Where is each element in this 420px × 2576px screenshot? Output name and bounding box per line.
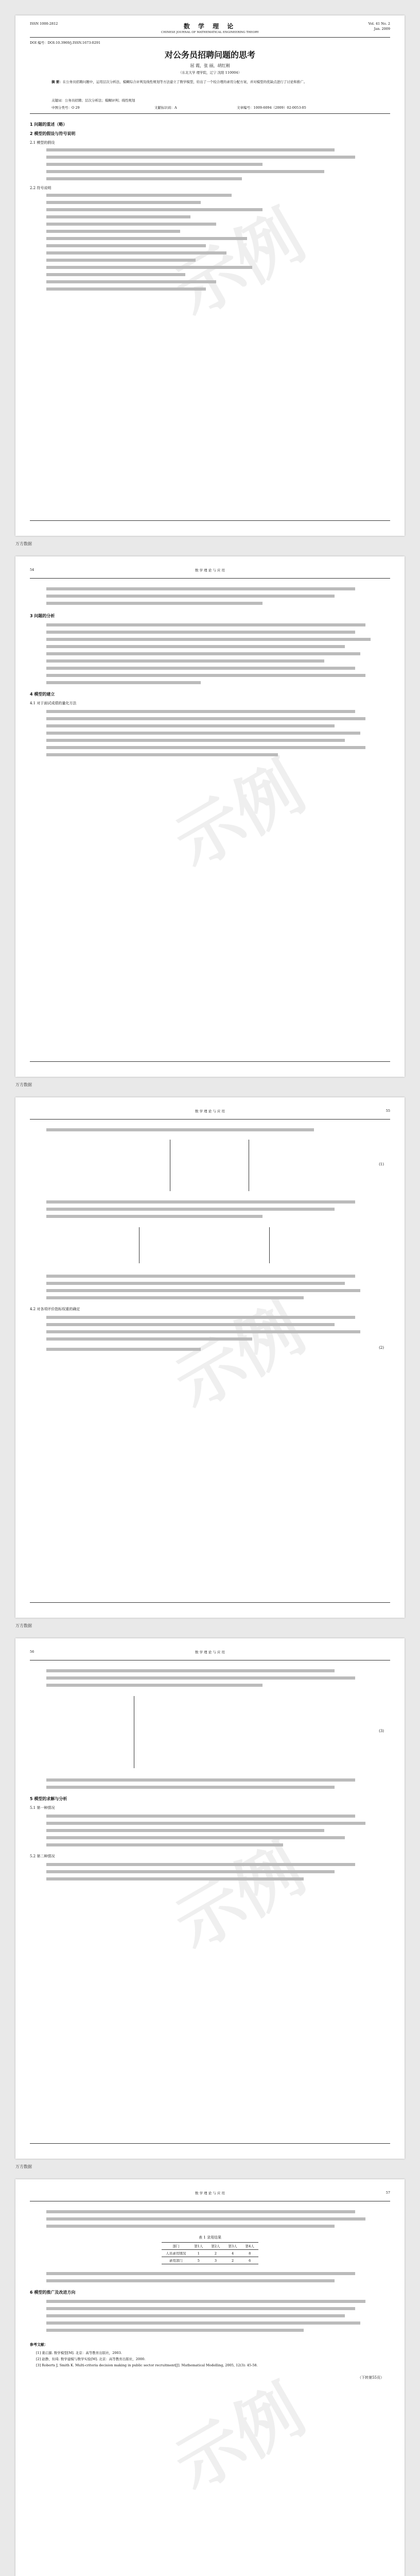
text-line — [46, 1815, 355, 1818]
table-cell: 5 — [190, 2257, 207, 2264]
text-line — [46, 2217, 365, 2221]
text-line — [46, 1289, 360, 1292]
header-title: 数 学 理 论 与 应 用 — [195, 2191, 225, 2195]
text-line — [46, 1786, 335, 1789]
journal-date: Jan. 2009 — [374, 27, 390, 31]
table-row — [162, 2250, 258, 2257]
running-header — [30, 1645, 390, 1660]
text-line — [46, 237, 247, 240]
text-line — [46, 1282, 345, 1285]
authors: 屈 霞，张 丽，胡红刚 — [190, 63, 230, 68]
section-5-1-heading: 5.1 第一种情况 — [30, 1806, 55, 1810]
text-line — [46, 2314, 345, 2317]
text-line — [46, 1676, 355, 1680]
table-header-cell: 第1人 — [190, 2243, 207, 2250]
reference-item: [2] 赵静，但琦. 数学建模与数学实验[M]. 北京：高等教育出版社，2000. — [36, 2357, 146, 2361]
table-cell: 8 — [241, 2250, 258, 2257]
table-caption: 表 1 录用结果 — [199, 2235, 221, 2240]
table-cell: 2 — [224, 2257, 241, 2264]
text-line — [46, 2300, 365, 2303]
page-marker-3: 万方数据 — [15, 1623, 32, 1628]
text-line — [46, 1829, 324, 1832]
text-line — [46, 1337, 252, 1341]
table-cell: 人员录用情况 — [162, 2250, 190, 2257]
table-cell: 4 — [224, 2250, 241, 2257]
text-line — [46, 2329, 304, 2332]
text-line — [46, 631, 355, 634]
doi[interactable]: DOI 编号：DOI:10.3969/j.ISSN.1673-0291 — [30, 41, 101, 45]
clc: 中图分类号：O 29 — [51, 106, 80, 110]
keywords: 关键词：公务员招聘；层次分析法；模糊评判；线性规划 — [51, 98, 135, 103]
table-cell: 1 — [190, 2250, 207, 2257]
section-4-2-heading: 4.2 对各项评价指标权重的确定 — [30, 1307, 80, 1311]
text-line — [46, 2272, 355, 2275]
text-line — [46, 1684, 262, 1687]
page-marker-2: 万方数据 — [15, 1082, 32, 1087]
text-line — [46, 717, 365, 720]
text-line — [46, 163, 262, 166]
table-wrap — [15, 2242, 405, 2264]
header-title: 数 学 理 论 与 应 用 — [195, 568, 225, 572]
journal-vol: Vol. 41 No. 2 — [368, 22, 390, 26]
text-line — [46, 1200, 355, 1204]
text-line — [46, 753, 278, 756]
text-line — [46, 148, 335, 151]
section-4-1-heading: 4.1 对于面试成绩的量化方法 — [30, 701, 77, 705]
watermark: 示例 — [162, 2370, 317, 2506]
results-table — [162, 2242, 258, 2264]
text-line — [46, 2225, 335, 2228]
page-3 — [15, 1097, 405, 1618]
running-header — [30, 1104, 390, 1120]
text-line — [46, 1822, 365, 1825]
article-id: 文章编号：1009-6094（2009）02-0053-05 — [237, 106, 306, 110]
page-2 — [15, 556, 405, 1077]
text-line — [46, 1296, 304, 1299]
references-label: 参考文献： — [30, 2342, 48, 2347]
abstract-label: 摘 要： — [51, 80, 63, 84]
text-line — [46, 259, 196, 262]
table-header-cell: 部门 — [162, 2243, 190, 2250]
text-line — [46, 746, 365, 749]
page-number: 56 — [30, 1650, 34, 1654]
text-line — [46, 602, 262, 605]
text-line — [46, 724, 335, 727]
table-header-cell: 第2人 — [207, 2243, 224, 2250]
header-title: 数 学 理 论 与 应 用 — [195, 1650, 225, 1654]
header-title: 数 学 理 论 与 应 用 — [195, 1109, 225, 1113]
text-line — [46, 1863, 355, 1866]
page-number: 57 — [386, 2191, 390, 2195]
text-line — [46, 215, 190, 218]
journal-issn: ISSN 1000-2812 — [30, 22, 58, 26]
text-line — [46, 280, 216, 283]
text-line — [46, 710, 355, 713]
text-line — [46, 1330, 360, 1333]
text-line — [46, 170, 324, 173]
text-line — [46, 251, 226, 255]
text-line — [46, 194, 232, 197]
text-line — [46, 652, 360, 655]
table-cell: 6 — [241, 2257, 258, 2264]
watermark: 示例 — [162, 196, 317, 332]
text-line — [46, 2210, 355, 2213]
text-line — [46, 1348, 201, 1351]
text-line — [46, 1316, 355, 1319]
equation-label-2: (2) — [379, 1346, 384, 1350]
watermark: 示例 — [162, 1829, 317, 1965]
matrix-A — [170, 1140, 249, 1191]
text-line — [46, 2307, 355, 2310]
section-2-1-heading: 2.1 模型的假设 — [30, 141, 55, 145]
page-marker-4: 万方数据 — [15, 2164, 32, 2169]
section-4-heading: 4 模型的建立 — [30, 692, 55, 697]
text-line — [46, 739, 345, 742]
abstract — [51, 79, 369, 85]
text-line — [46, 645, 345, 648]
journal-name-en: CHINESE JOURNAL OF MATHEMATICAL ENGINEERING THEORY — [161, 31, 259, 34]
section-5-2-heading: 5.2 第二种情况 — [30, 1854, 55, 1858]
section-6-heading: 6 模型的推广及改进方向 — [30, 2290, 76, 2295]
text-line — [46, 681, 201, 684]
text-line — [46, 273, 185, 276]
text-line — [46, 638, 371, 641]
page-1 — [15, 15, 405, 536]
constraint-system — [134, 1696, 274, 1768]
text-line — [46, 1870, 335, 1873]
text-line — [46, 230, 180, 233]
page-4 — [15, 1638, 405, 2159]
text-line — [46, 2321, 360, 2325]
section-3-heading: 3 问题的分析 — [30, 614, 55, 618]
text-line — [46, 623, 365, 626]
text-line — [46, 2279, 335, 2282]
affiliation: （东北大学 理学院，辽宁 沈阳 110004） — [178, 71, 241, 75]
text-line — [46, 667, 355, 670]
text-line — [46, 244, 206, 247]
text-line — [46, 1669, 335, 1672]
equation-label-1: (1) — [379, 1162, 384, 1166]
text-line — [46, 587, 355, 590]
paper-title: 对公务员招聘问题的思考 — [164, 50, 255, 60]
section-2-2-heading: 2.2 符号说明 — [30, 186, 51, 190]
text-line — [46, 1323, 335, 1326]
text-line — [46, 266, 252, 269]
text-line — [46, 1836, 345, 1839]
text-line — [46, 674, 365, 677]
page-number: 55 — [386, 1109, 390, 1113]
text-line — [46, 732, 360, 735]
matrix-R — [139, 1227, 270, 1263]
text-line — [46, 1843, 283, 1846]
table-header-cell: 第3人 — [224, 2243, 241, 2250]
text-line — [46, 201, 201, 204]
text-line — [46, 1275, 355, 1278]
table-header-cell: 第4人 — [241, 2243, 258, 2250]
text-line — [46, 1208, 335, 1211]
continue-note: （下转第55页） — [358, 2376, 384, 2380]
text-line — [46, 177, 242, 180]
text-line — [46, 1778, 355, 1782]
section-2-heading: 2 模型的假设与符号说明 — [30, 131, 76, 136]
text-line — [46, 1877, 304, 1880]
table-row — [162, 2257, 258, 2264]
table-cell: 3 — [207, 2257, 224, 2264]
table-cell: 录用部门 — [162, 2257, 190, 2264]
section-5-heading: 5 模型的求解与分析 — [30, 1797, 67, 1801]
reference-item: [3] Roberts J, Smith K. Multi-criteria decision making in public sector recruitment[J]. Mathematical Modelling, 2005, 12(3): 45-58. — [36, 2363, 258, 2367]
reference-item: [1] 姜启源. 数学模型[M]. 北京：高等教育出版社，2003. — [36, 2351, 122, 2355]
running-header — [30, 2185, 390, 2201]
text-line — [46, 208, 262, 211]
text-line — [46, 1215, 262, 1218]
text-line — [46, 287, 206, 291]
page-marker-1: 万方数据 — [15, 541, 32, 546]
page-number: 54 — [30, 568, 34, 572]
doc-code: 文献标识码：A — [154, 106, 177, 110]
journal-header — [30, 22, 390, 38]
equation-label-3: (3) — [379, 1729, 384, 1733]
text-line — [46, 1128, 314, 1131]
abstract-text: 在公务员招聘问题中，运用层次分析法、模糊综合评判及线性规划等方法建立了数学模型，给出了一个较合理的录用分配方案，并对模型的优缺点进行了讨论和推广。 — [62, 80, 307, 84]
text-line — [46, 595, 335, 598]
page-5 — [15, 2179, 405, 2576]
table-cell: 2 — [207, 2250, 224, 2257]
watermark: 示例 — [162, 748, 317, 883]
text-line — [46, 659, 324, 663]
text-line — [46, 156, 355, 159]
section-1-heading: 1 问题的重述（略） — [30, 122, 67, 127]
running-header — [30, 563, 390, 579]
text-line — [46, 223, 216, 226]
journal-name: 数 学 理 论 — [183, 23, 237, 30]
watermark: 示例 — [162, 1289, 317, 1424]
